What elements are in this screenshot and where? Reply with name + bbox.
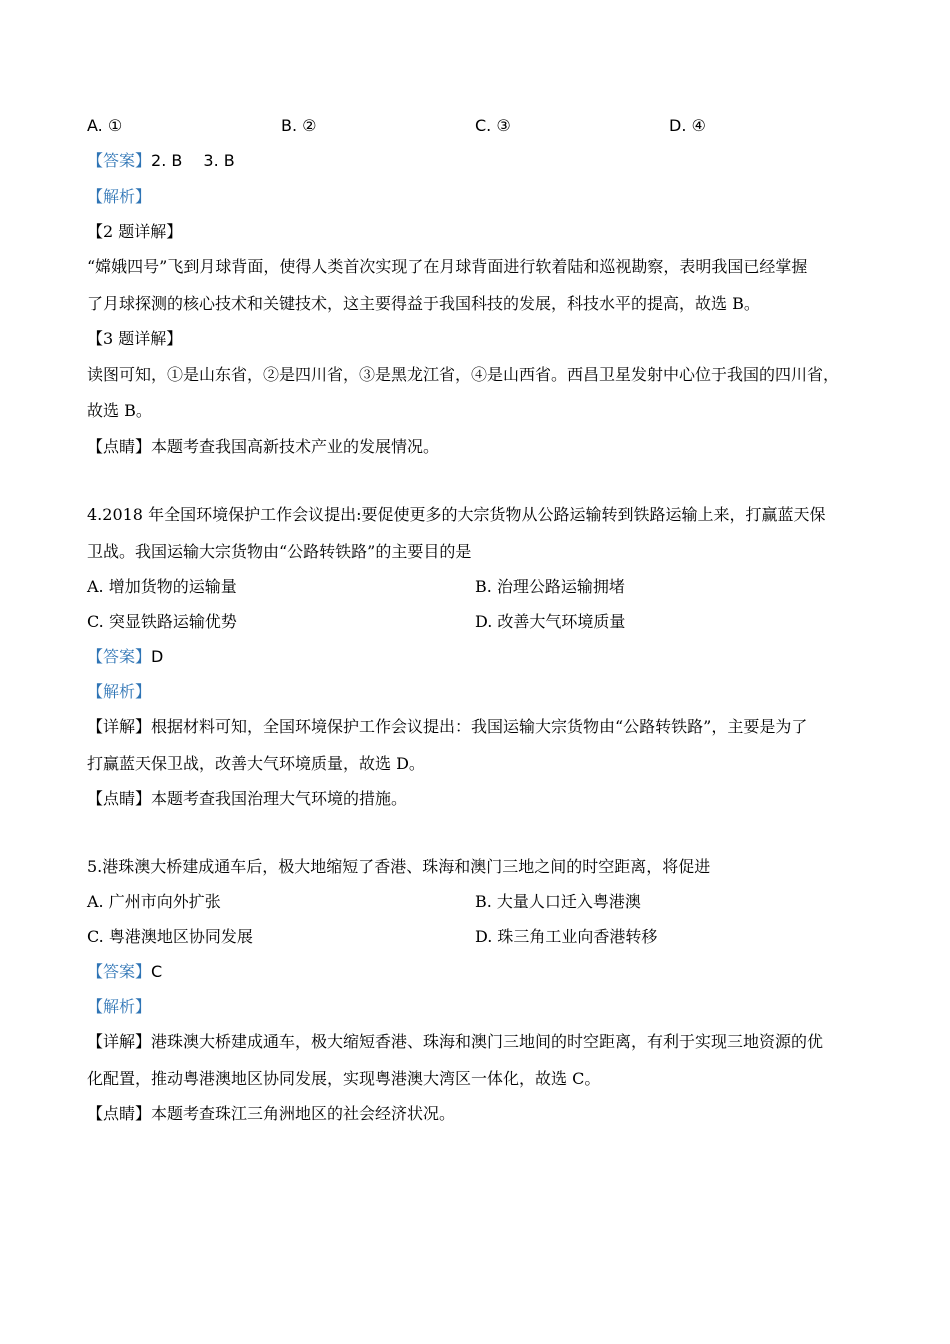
q5-option-d: D. 珠三角工业向香港转移 <box>475 927 658 946</box>
q4-option-a: A. 增加货物的运输量 <box>87 577 237 596</box>
q5-option-b: B. 大量人口迁入粤港澳 <box>475 892 641 911</box>
tip-line: 【点睛】本题考查我国治理大气环境的措施。 <box>87 789 408 808</box>
answer-value: D <box>151 647 164 666</box>
q5-option-a: A. 广州市向外扩张 <box>87 892 221 911</box>
q2-detail-line: 了月球探测的核心技术和关键技术，这主要得益于我国科技的发展，科技水平的提高，故选 B。 <box>87 294 760 313</box>
q3-detail-heading: 【3 题详解】 <box>87 329 183 348</box>
q3-detail-line: 读图可知，①是山东省，②是四川省，③是黑龙江省，④是山西省。西昌卫星发射中心位于我国的四川省， <box>87 365 840 384</box>
answer-tag: 【答案】 <box>87 647 152 666</box>
q4-option-c: C. 突显铁路运输优势 <box>87 612 237 631</box>
q5-answer-line <box>87 961 162 983</box>
tip-line: 【点睛】本题考查珠江三角洲地区的社会经济状况。 <box>87 1104 456 1123</box>
q4-option-b: B. 治理公路运输拥堵 <box>475 577 625 596</box>
q5-stem-line: 5.港珠澳大桥建成通车后，极大地缩短了香港、珠海和澳门三地之间的时空距离，将促进 <box>87 857 711 876</box>
q4-stem-line: 4.2018 年全国环境保护工作会议提出:要促使更多的大宗货物从公路运输转到铁路运输上来，打赢蓝天保 <box>87 505 826 524</box>
q4-answer-line <box>87 646 163 668</box>
q4-stem-line: 卫战。我国运输大宗货物由“公路转铁路”的主要目的是 <box>87 542 472 561</box>
q3-detail-line: 故选 B。 <box>87 401 152 420</box>
q5-detail-line: 化配置，推动粤港澳地区协同发展，实现粤港澳大湾区一体化，故选 C。 <box>87 1069 601 1088</box>
answer-line-1 <box>87 150 235 172</box>
q4-option-d: D. 改善大气环境质量 <box>475 612 626 631</box>
analysis-tag: 【解析】 <box>87 682 152 701</box>
q2-detail-heading: 【2 题详解】 <box>87 222 183 241</box>
answer-value: C <box>151 962 163 981</box>
q1-option-b: B. ② <box>281 116 317 135</box>
q2-detail-line: “嫦娥四号”飞到月球背面，使得人类首次实现了在月球背面进行软着陆和巡视勘察，表明我国已经掌握 <box>87 257 808 276</box>
q1-option-a: A. ① <box>87 116 123 135</box>
q4-detail-line: 【详解】根据材料可知，全国环境保护工作会议提出：我国运输大宗货物由“公路转铁路”，主要是为了 <box>87 717 808 736</box>
answer-tag: 【答案】 <box>87 151 152 170</box>
q1-option-d: D. ④ <box>669 116 706 135</box>
analysis-tag: 【解析】 <box>87 997 152 1016</box>
q5-detail-line: 【详解】港珠澳大桥建成通车，极大缩短香港、珠海和澳门三地间的时空距离，有利于实现三地资源的优 <box>87 1032 824 1051</box>
answer-tag: 【答案】 <box>87 962 152 981</box>
q1-option-c: C. ③ <box>475 116 511 135</box>
q5-option-c: C. 粤港澳地区协同发展 <box>87 927 253 946</box>
tip-line: 【点睛】本题考查我国高新技术产业的发展情况。 <box>87 437 440 456</box>
analysis-tag: 【解析】 <box>87 187 152 206</box>
answer-value: 2. B 3. B <box>151 151 235 170</box>
q4-detail-line: 打赢蓝天保卫战，改善大气环境质量，故选 D。 <box>87 754 425 773</box>
